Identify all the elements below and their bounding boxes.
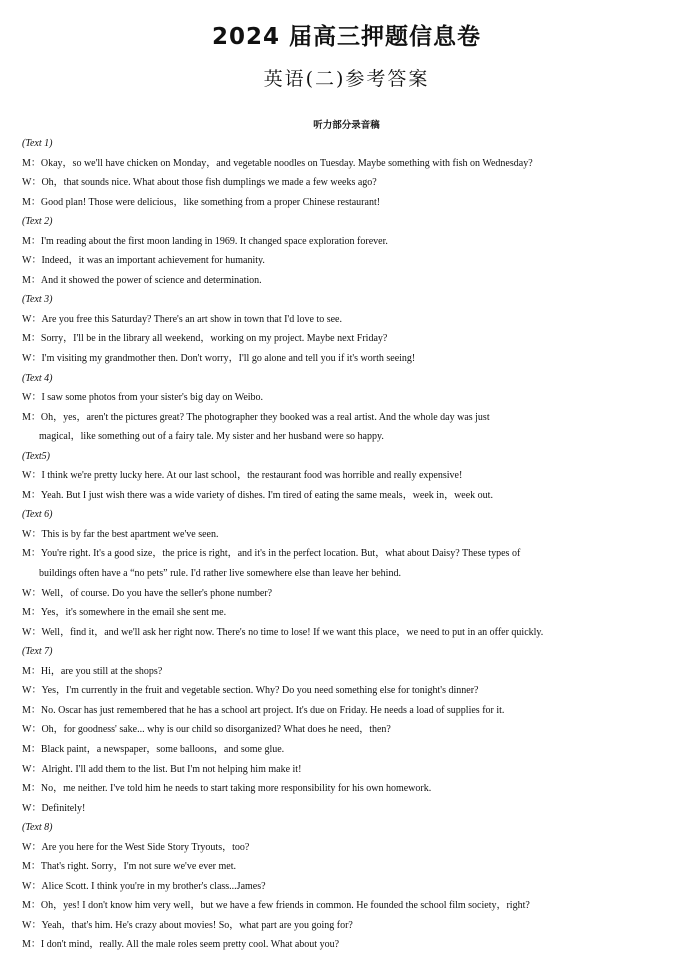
page-title: 2024 届高三押题信息卷 <box>211 24 482 50</box>
dialogue-line: M：That's right. Sorry，I'm not sure we've ever met. <box>22 861 236 873</box>
text-heading: (Text 7) <box>22 646 53 658</box>
dialogue-line-continuation: magical，like something out of a fairy tale. My sister and her husband were so happy. <box>39 431 384 443</box>
dialogue-line: M：Oh，yes! I don't know him very well，but we have a few friends in common. He founded the school film society，right? <box>22 900 530 912</box>
text-heading: (Text5) <box>22 450 50 462</box>
dialogue-line: W：I saw some photos from your sister's big day on Weibo. <box>22 392 264 404</box>
dialogue-line: W：Definitely! <box>22 802 86 814</box>
dialogue-line: W：Indeed，it was an important achievement for humanity. <box>22 255 265 267</box>
dialogue-line: W：Alice Scott. I think you're in my brother's class...James? <box>22 880 266 892</box>
transcript-body <box>22 134 674 955</box>
section-heading: 听力部分录音稿 <box>313 120 380 131</box>
text-heading: (Text 6) <box>22 509 53 521</box>
dialogue-line: W：Alright. I'll add them to the list. But I'm not helping him make it! <box>22 763 302 775</box>
dialogue-line: M：Sorry，I'll be in the library all weekend，working on my project. Maybe next Friday? <box>22 333 388 345</box>
dialogue-line: W：Yeah，that's him. He's crazy about movies! So，what part are you going for? <box>22 919 353 931</box>
text-heading: (Text 8) <box>22 822 53 834</box>
dialogue-line: M：Black paint，a newspaper，some balloons，and some glue. <box>22 743 285 755</box>
dialogue-line: M：I don't mind，really. All the male roles seem pretty cool. What about you? <box>22 939 340 951</box>
dialogue-line-continuation: buildings often have a “no pets” rule. I'd rather live somewhere else than leave her behind. <box>39 568 401 580</box>
text-heading: (Text 3) <box>22 294 53 306</box>
dialogue-line: M：Yeah. But I just wish there was a wide variety of dishes. I'm tired of eating the same meals，week in，week out. <box>22 489 493 501</box>
dialogue-line: W：Well，of course. Do you have the seller's phone number? <box>22 587 273 599</box>
dialogue-line: M：Hi，are you still at the shops? <box>22 665 163 677</box>
text-heading: (Text 1) <box>22 138 53 149</box>
dialogue-line: W：I'm visiting my grandmother then. Don't worry，I'll go alone and tell you if it's worth seeing! <box>22 353 416 365</box>
dialogue-line: W：I think we're pretty lucky here. At our last school，the restaurant food was horrible and really expensive! <box>22 470 463 482</box>
dialogue-line: M：No. Oscar has just remembered that he has a school art project. It's due on Friday. He needs a load of supplies for it. <box>22 704 505 716</box>
dialogue-line: M：Good plan! Those were delicious，like something from a proper Chinese restaurant! <box>22 196 381 208</box>
dialogue-line: W：Well，find it，and we'll ask her right now. There's no time to lose! If we want this place，we need to put in an offer quickly. <box>22 626 544 638</box>
dialogue-line: W：Are you free this Saturday? There's an art show in town that I'd love to see. <box>22 313 342 325</box>
dialogue-line: M：No，me neither. I've told him he needs to start taking more responsibility for his own homework. <box>22 783 432 795</box>
dialogue-line: M：You're right. It's a good size，the price is right，and it's in the perfect location. But，what about Daisy? These types of <box>22 548 521 560</box>
dialogue-line: W：This is by far the best apartment we've seen. <box>22 528 219 540</box>
text-heading: (Text 4) <box>22 372 53 384</box>
page-subtitle: 英语(二)参考答案 <box>263 68 430 90</box>
dialogue-line: W：Oh，for goodness' sake... why is our child so disorganized? What does he need，then? <box>22 724 391 736</box>
dialogue-line: W：Oh，that sounds nice. What about those fish dumplings we made a few weeks ago? <box>22 177 377 189</box>
dialogue-line: M：Okay，so we'll have chicken on Monday，and vegetable noodles on Tuesday. Maybe something with fish on Wednesday? <box>22 157 533 169</box>
dialogue-line: M：Oh，yes，aren't the pictures great? The photographer they booked was a real artist. And the whole day was just <box>22 411 490 423</box>
dialogue-line: M：I'm reading about the first moon landing in 1969. It changed space exploration forever. <box>22 235 388 247</box>
text-heading: (Text 2) <box>22 216 53 228</box>
dialogue-line: W：Yes，I'm currently in the fruit and vegetable section. Why? Do you need something else for tonight's dinner? <box>22 685 479 697</box>
dialogue-line: M：And it showed the power of science and determination. <box>22 274 262 286</box>
dialogue-line: M：Yes，it's somewhere in the email she sent me. <box>22 607 227 619</box>
dialogue-line: W：Are you here for the West Side Story Tryouts，too? <box>22 841 250 853</box>
